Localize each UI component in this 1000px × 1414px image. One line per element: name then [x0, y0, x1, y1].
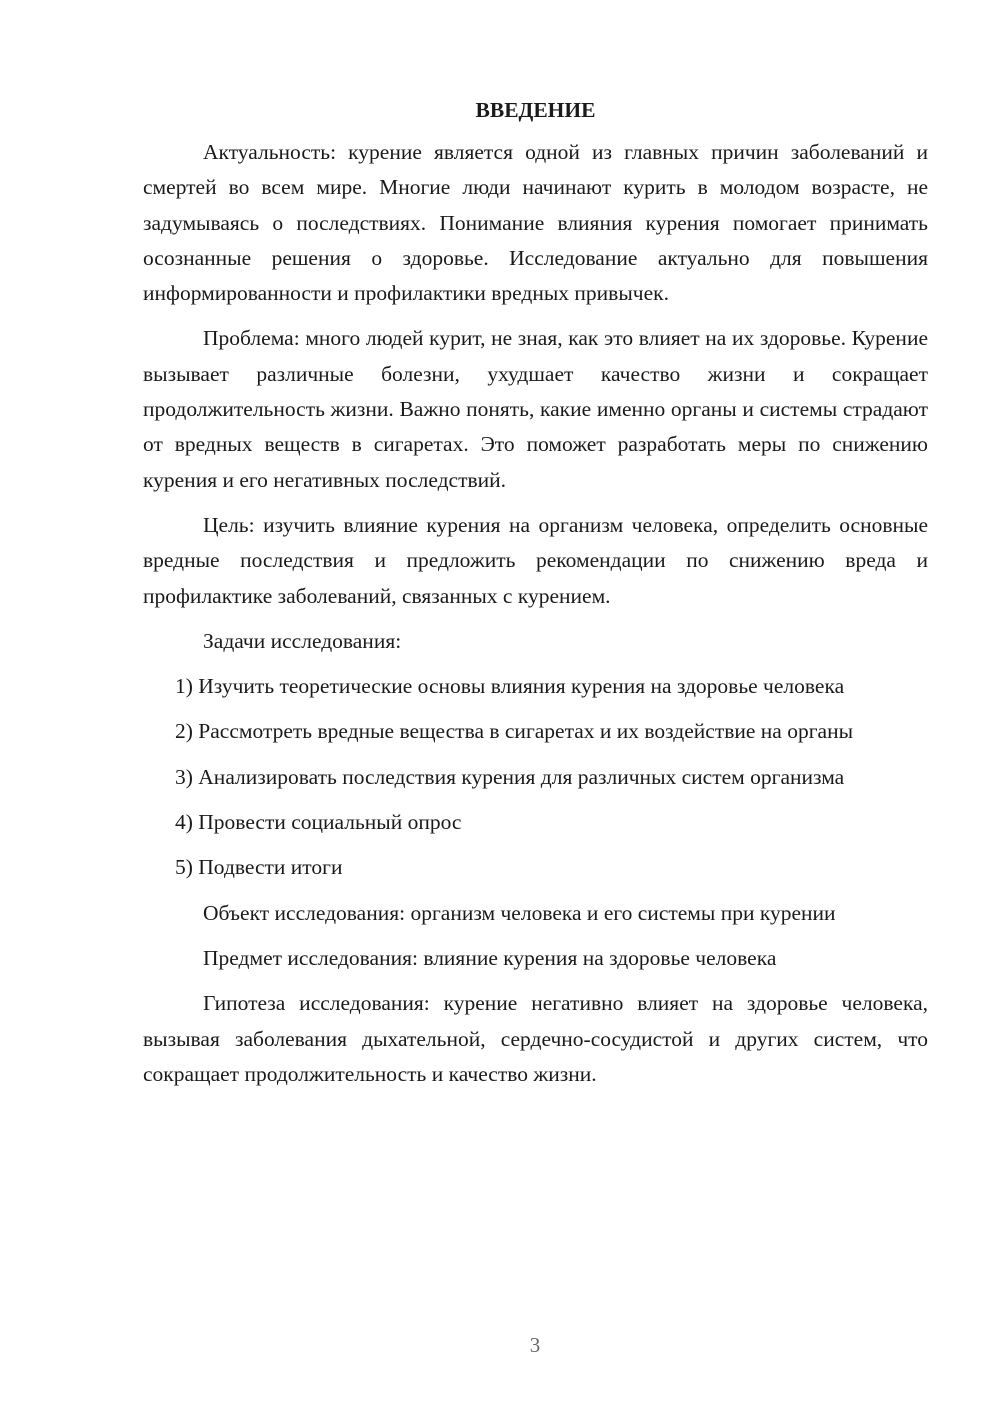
document-page	[143, 95, 928, 1102]
object-paragraph: Объект исследования: организм человека и его системы при курении	[203, 900, 836, 925]
task-item-5: 5) Подвести итоги	[175, 855, 343, 880]
task-item-4: 4) Провести социальный опрос	[175, 810, 462, 835]
task-item-2: 2) Рассмотреть вредные вещества в сигаретах и их воздействие на органы	[175, 719, 854, 744]
page-number: 3	[529, 1333, 541, 1357]
hypothesis-paragraph: Гипотеза исследования: курение негативно влияет на здоровье человека, вызывая заболевания дыхательной, сердечно-сосудистой и других систем, что сокращает продолжительность и качество жизни.	[143, 991, 928, 1086]
subject-paragraph: Предмет исследования: влияние курения на здоровье человека	[203, 945, 777, 970]
tasks-intro: Задачи исследования:	[203, 628, 402, 653]
problem-paragraph: Проблема: много людей курит, не зная, как это влияет на их здоровье. Курение вызывает различные болезни, ухудшает качество жизни и сокращает продолжительность жизни. Важно понять, какие именно органы и системы страдают от вредных веществ в сигаретах. Это поможет разработать меры по снижению курения и его негативных последствий.	[143, 326, 928, 492]
relevance-paragraph: Актуальность: курение является одной из главных причин заболеваний и смертей во всем мире. Многие люди начинают курить в молодом возрасте, не задумываясь о последствиях. Понимание влияния курения помогает принимать осознанные решения о здоровье. Исследование актуально для повышения информированности и профилактики вредных привычек.	[143, 140, 928, 306]
goal-paragraph: Цель: изучить влияние курения на организм человека, определить основные вредные последствия и предложить рекомендации по снижению вреда и профилактике заболеваний, связанных с курением.	[143, 512, 928, 608]
task-item-3: 3) Анализировать последствия курения для различных систем организма	[175, 764, 845, 789]
task-item-1: 1) Изучить теоретические основы влияния курения на здоровье человека	[175, 674, 845, 699]
section-heading: ВВЕДЕНИЕ	[475, 98, 596, 122]
